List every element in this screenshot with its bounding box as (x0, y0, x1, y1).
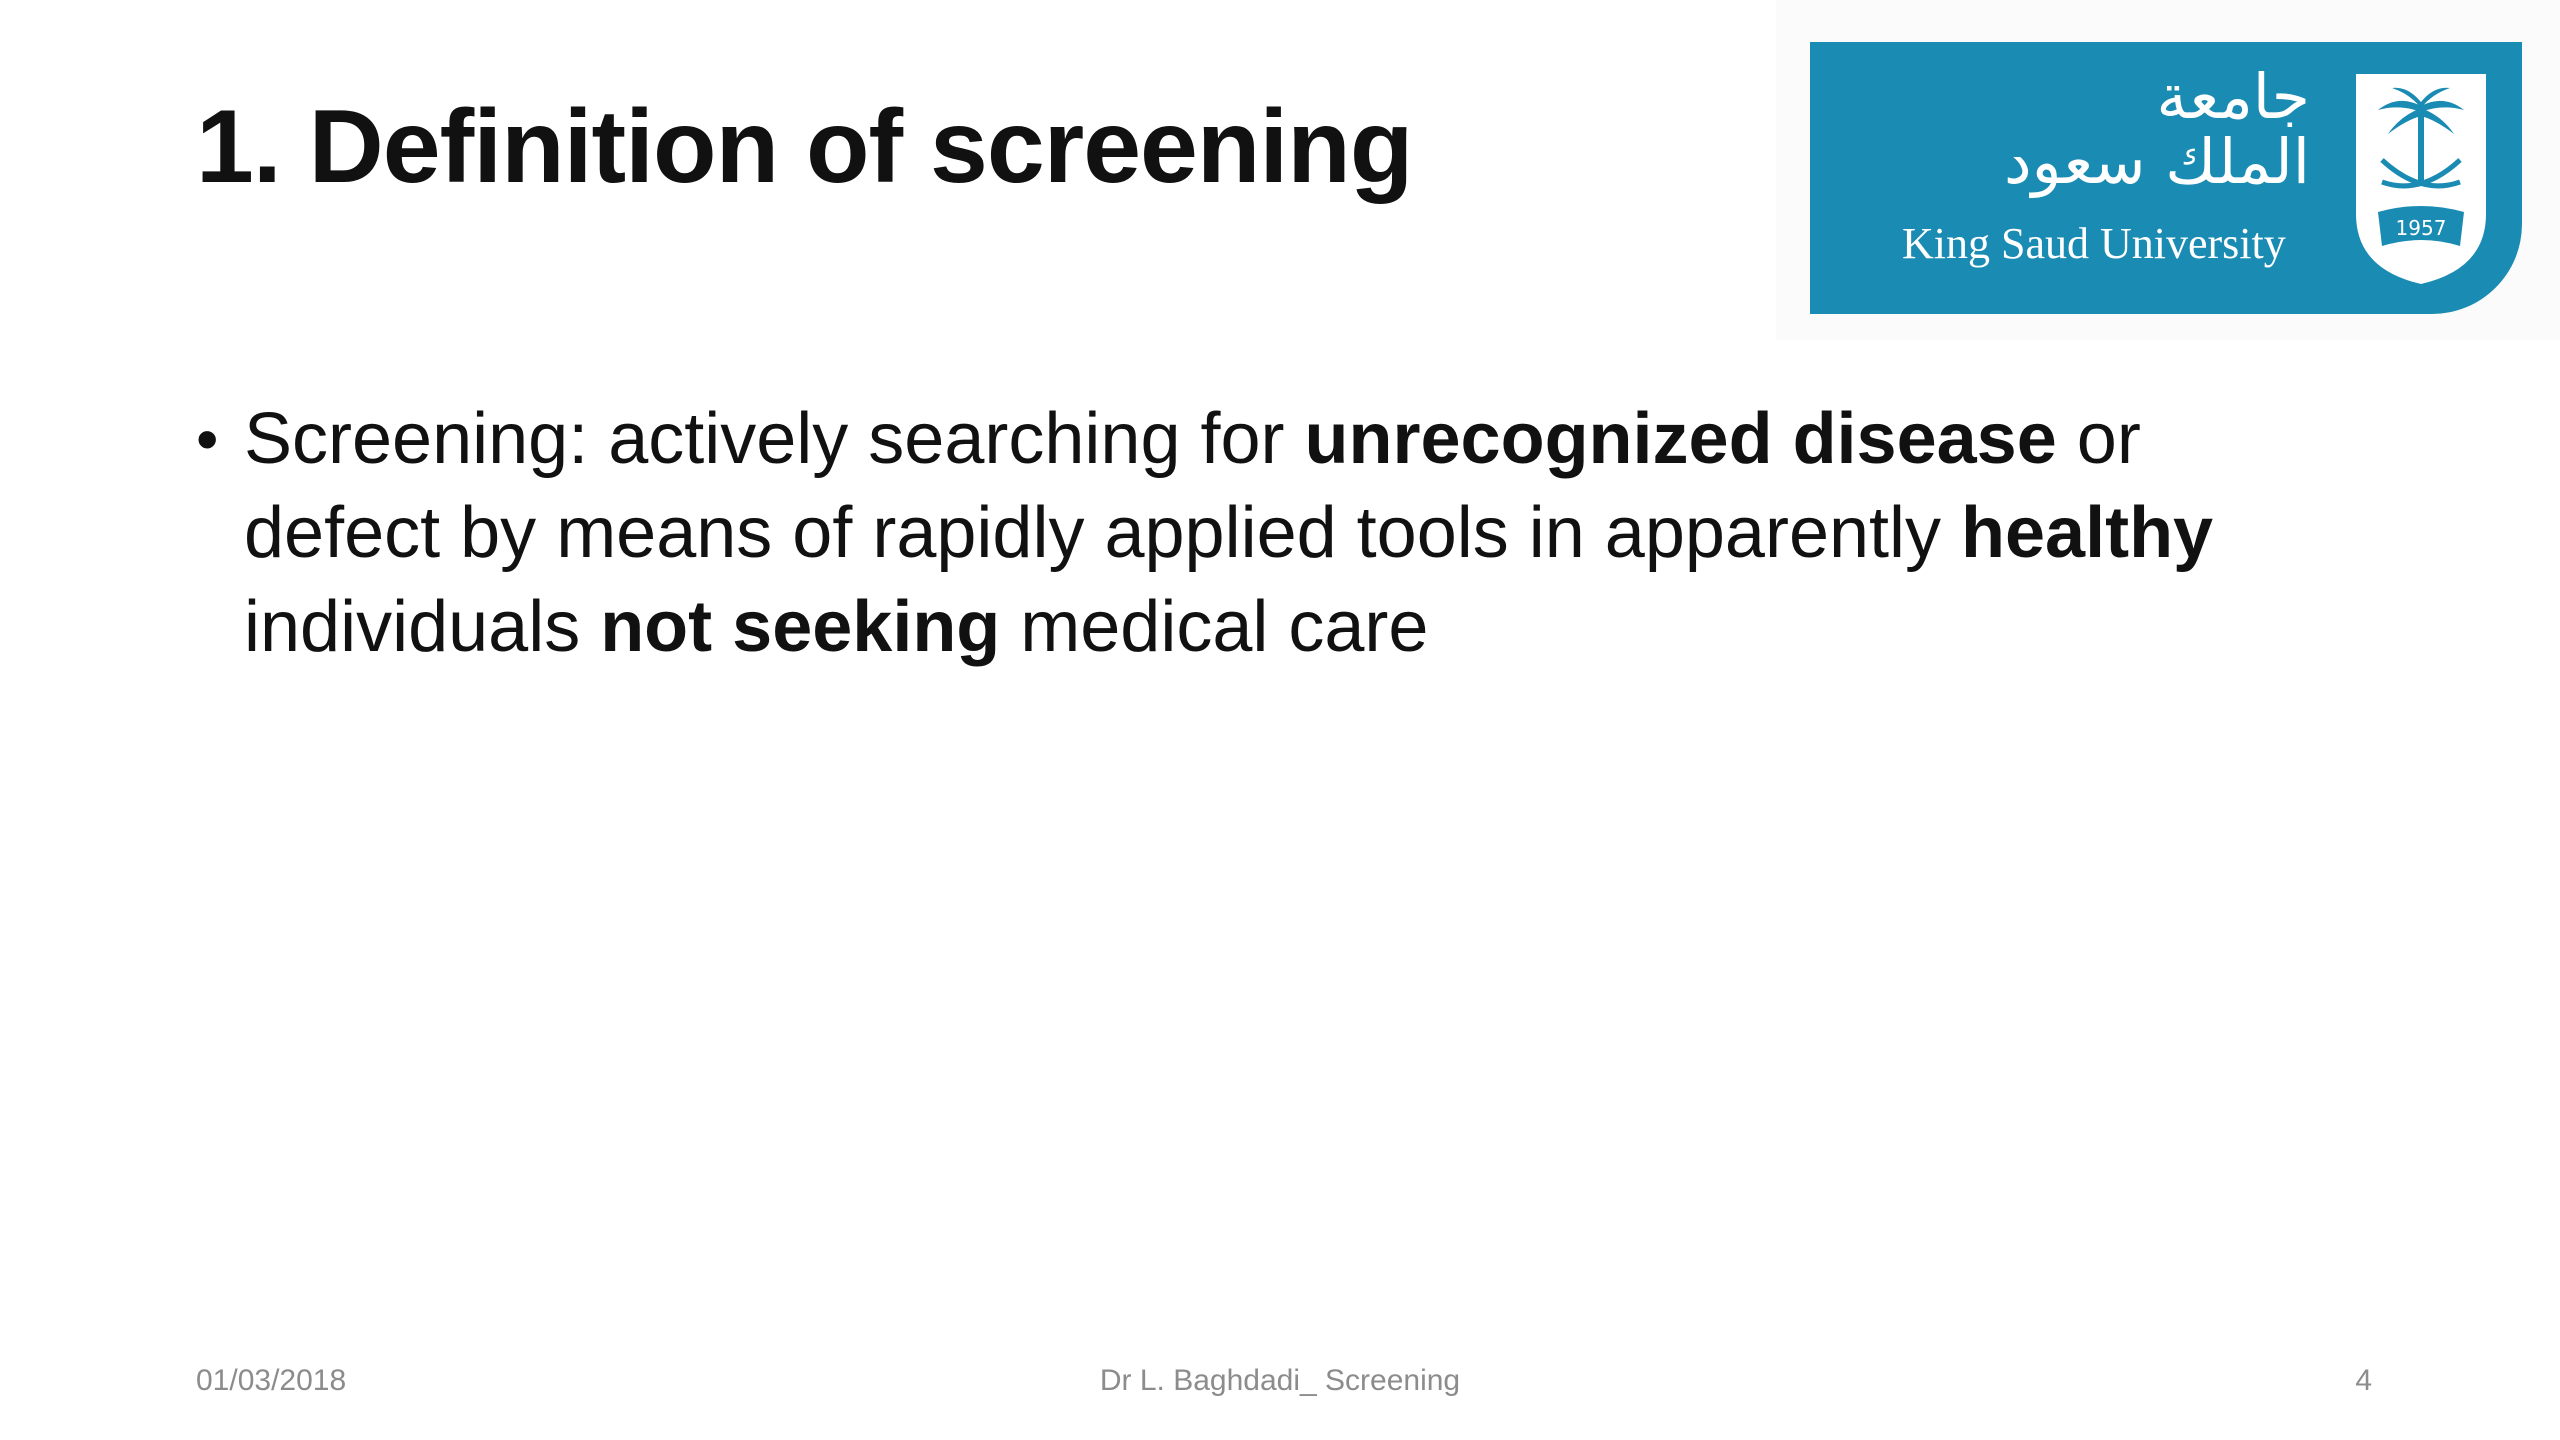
university-logo-area (1776, 0, 2560, 340)
logo-arabic-line-2: الملك سعود (2004, 125, 2310, 199)
emblem-year: 1957 (2395, 216, 2447, 240)
bullet-segment-bold: unrecognized disease (1304, 399, 2057, 479)
bullet-segment: individuals (244, 587, 601, 667)
footer-page-number: 4 (2355, 1364, 2372, 1397)
bullet-item (196, 392, 2346, 674)
bullet-segment: medical care (1000, 587, 1429, 667)
university-emblem-icon (2348, 64, 2494, 288)
slide-title: 1. Definition of screening (196, 89, 1413, 205)
logo-arabic-name (2004, 60, 2310, 199)
logo-arabic-line-1: جامعة (2156, 60, 2310, 133)
footer-date: 01/03/2018 (196, 1364, 347, 1397)
bullet-segment: or defect by means of rapidly applied tools in apparently (244, 399, 2141, 573)
bullet-segment-bold: not seeking (600, 587, 1001, 667)
footer-author-title: Dr L. Baghdadi_ Screening (1099, 1364, 1461, 1397)
logo-english-name: King Saud University (1902, 219, 2286, 268)
university-logo (1810, 42, 2522, 314)
bullet-dot: • (196, 403, 219, 475)
bullet-segment: Screening: actively searching for (244, 399, 1305, 479)
bullet-list (196, 392, 2346, 674)
bullet-segment-bold: healthy (1961, 493, 2214, 573)
